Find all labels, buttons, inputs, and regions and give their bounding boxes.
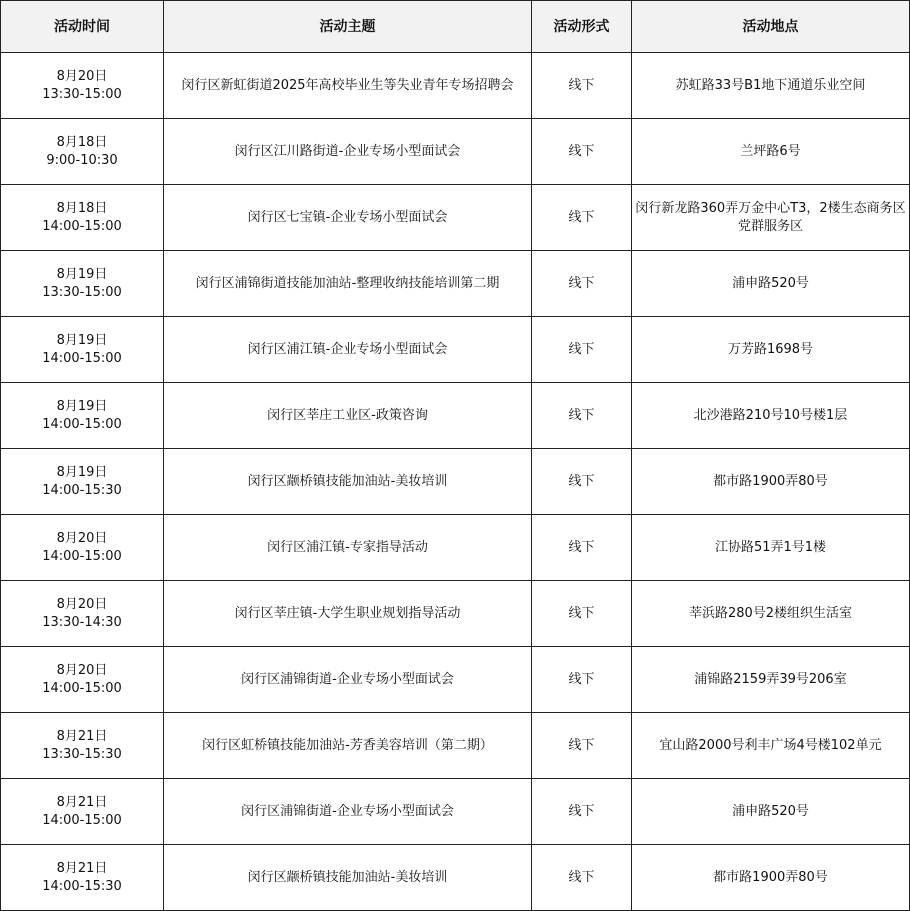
- cell-date: 8月18日: [56, 134, 108, 150]
- cell-form: 线下: [532, 185, 632, 251]
- header-place: 活动地点: [632, 1, 910, 53]
- cell-time: [1, 383, 164, 449]
- header-time: 活动时间: [1, 1, 164, 53]
- cell-form: 线下: [532, 449, 632, 515]
- cell-date: 8月21日: [56, 728, 108, 744]
- cell-form: 线下: [532, 383, 632, 449]
- cell-place: 宜山路2000号利丰广场4号楼102单元: [632, 713, 910, 779]
- cell-topic: 闵行区莘庄镇-大学生职业规划指导活动: [164, 581, 532, 647]
- cell-time: [1, 647, 164, 713]
- cell-date: 8月20日: [56, 68, 108, 84]
- cell-form: 线下: [532, 317, 632, 383]
- cell-time: [1, 779, 164, 845]
- table-row: [1, 449, 910, 515]
- cell-topic: 闵行区颛桥镇技能加油站-美妆培训: [164, 845, 532, 911]
- cell-hours: 13:30-15:30: [42, 746, 122, 762]
- cell-hours: 14:00-15:30: [42, 878, 122, 894]
- cell-hours: 14:00-15:00: [42, 812, 122, 828]
- cell-hours: 9:00-10:30: [46, 152, 118, 168]
- cell-time: [1, 119, 164, 185]
- cell-hours: 13:30-15:00: [42, 284, 122, 300]
- table-row: [1, 119, 910, 185]
- cell-hours: 14:00-15:00: [42, 350, 122, 366]
- table-row: [1, 581, 910, 647]
- cell-time: [1, 185, 164, 251]
- cell-form: 线下: [532, 53, 632, 119]
- cell-date: 8月20日: [56, 662, 108, 678]
- cell-topic: 闵行区七宝镇-企业专场小型面试会: [164, 185, 532, 251]
- cell-topic: 闵行区新虹街道2025年高校毕业生等失业青年专场招聘会: [164, 53, 532, 119]
- table-row: [1, 713, 910, 779]
- cell-place: 兰坪路6号: [632, 119, 910, 185]
- cell-time: [1, 449, 164, 515]
- table-row: [1, 647, 910, 713]
- cell-place: 闵行新龙路360弄万金中心T3，2楼生态商务区党群服务区: [632, 185, 910, 251]
- cell-date: 8月20日: [56, 596, 108, 612]
- cell-time: [1, 53, 164, 119]
- table-row: [1, 251, 910, 317]
- cell-topic: 闵行区颛桥镇技能加油站-美妆培训: [164, 449, 532, 515]
- cell-time: [1, 713, 164, 779]
- cell-topic: 闵行区浦江镇-专家指导活动: [164, 515, 532, 581]
- cell-topic: 闵行区莘庄工业区-政策咨询: [164, 383, 532, 449]
- cell-place: 都市路1900弄80号: [632, 449, 910, 515]
- cell-form: 线下: [532, 713, 632, 779]
- cell-topic: 闵行区虹桥镇技能加油站-芳香美容培训（第二期）: [164, 713, 532, 779]
- cell-topic: 闵行区浦江镇-企业专场小型面试会: [164, 317, 532, 383]
- table-body: [1, 53, 910, 911]
- cell-hours: 13:30-14:30: [42, 614, 122, 630]
- cell-date: 8月19日: [56, 266, 108, 282]
- table-row: [1, 383, 910, 449]
- cell-time: [1, 515, 164, 581]
- table-row: [1, 317, 910, 383]
- cell-place: 苏虹路33号B1地下通道乐业空间: [632, 53, 910, 119]
- cell-date: 8月21日: [56, 860, 108, 876]
- cell-topic: 闵行区浦锦街道技能加油站-整理收纳技能培训第二期: [164, 251, 532, 317]
- header-row: [1, 1, 910, 53]
- header-topic: 活动主题: [164, 1, 532, 53]
- table-row: [1, 515, 910, 581]
- cell-hours: 14:00-15:00: [42, 218, 122, 234]
- cell-place: 万芳路1698号: [632, 317, 910, 383]
- cell-place: 北沙港路210号10号楼1层: [632, 383, 910, 449]
- cell-time: [1, 845, 164, 911]
- table-row: [1, 845, 910, 911]
- cell-topic: 闵行区浦锦街道-企业专场小型面试会: [164, 779, 532, 845]
- cell-hours: 14:00-15:00: [42, 548, 122, 564]
- cell-place: 浦申路520号: [632, 779, 910, 845]
- cell-date: 8月18日: [56, 200, 108, 216]
- cell-time: [1, 317, 164, 383]
- cell-hours: 14:00-15:00: [42, 680, 122, 696]
- cell-topic: 闵行区江川路街道-企业专场小型面试会: [164, 119, 532, 185]
- cell-form: 线下: [532, 845, 632, 911]
- cell-place: 都市路1900弄80号: [632, 845, 910, 911]
- cell-hours: 14:00-15:00: [42, 416, 122, 432]
- cell-place: 浦锦路2159弄39号206室: [632, 647, 910, 713]
- cell-time: [1, 581, 164, 647]
- cell-form: 线下: [532, 779, 632, 845]
- cell-date: 8月21日: [56, 794, 108, 810]
- table-row: [1, 185, 910, 251]
- cell-place: 江协路51弄1号1楼: [632, 515, 910, 581]
- table-row: [1, 53, 910, 119]
- header-form: 活动形式: [532, 1, 632, 53]
- cell-place: 莘浜路280号2楼组织生活室: [632, 581, 910, 647]
- cell-form: 线下: [532, 515, 632, 581]
- cell-date: 8月19日: [56, 398, 108, 414]
- cell-form: 线下: [532, 251, 632, 317]
- cell-date: 8月19日: [56, 332, 108, 348]
- cell-date: 8月20日: [56, 530, 108, 546]
- cell-hours: 13:30-15:00: [42, 86, 122, 102]
- table-header: [1, 1, 910, 53]
- cell-form: 线下: [532, 119, 632, 185]
- cell-place: 浦申路520号: [632, 251, 910, 317]
- cell-hours: 14:00-15:30: [42, 482, 122, 498]
- table-row: [1, 779, 910, 845]
- cell-form: 线下: [532, 647, 632, 713]
- cell-form: 线下: [532, 581, 632, 647]
- cell-topic: 闵行区浦锦街道-企业专场小型面试会: [164, 647, 532, 713]
- cell-time: [1, 251, 164, 317]
- cell-date: 8月19日: [56, 464, 108, 480]
